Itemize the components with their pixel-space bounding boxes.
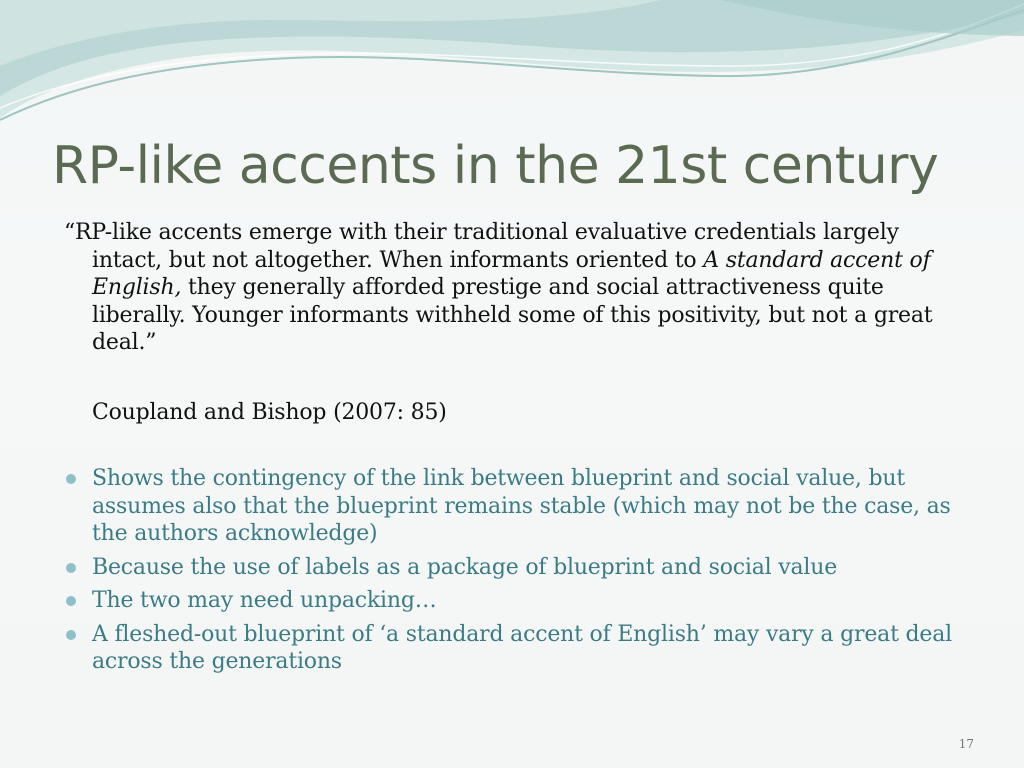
bullet-dot-icon — [66, 630, 76, 640]
bullet-text: A fleshed-out blueprint of ‘a standard accent of English’ may vary a great deal across the generations — [92, 621, 952, 674]
bullet-item — [64, 587, 969, 615]
quote-text — [64, 219, 969, 357]
bullet-text: Because the use of labels as a package of blueprint and social value — [92, 554, 838, 580]
page-number: 17 — [958, 737, 974, 751]
quote-italic: A standard accent of English, — [92, 247, 931, 300]
slide-title: RP-like accents in the 21st century — [52, 136, 939, 196]
quote-text-start: “RP-like accents emerge with their traditional evaluative credentials largely intact, but not altogether. When informants oriented to — [64, 220, 899, 273]
bullet-dot-icon — [66, 474, 76, 484]
header-wave-decoration — [0, 0, 1024, 130]
bullet-list — [64, 465, 969, 682]
bullet-text: The two may need unpacking… — [92, 588, 437, 613]
quote-block — [64, 219, 969, 426]
bullet-item — [64, 621, 969, 676]
bullet-item — [64, 465, 969, 548]
bullet-item — [64, 554, 969, 582]
bullet-dot-icon — [66, 596, 76, 606]
bullet-text: Shows the contingency of the link between blueprint and social value, but assumes also that the blueprint remains stable (which may not be the case, as the authors acknowledge) — [92, 466, 951, 546]
bullet-dot-icon — [66, 563, 76, 573]
quote-text-end: they generally afforded prestige and social attractiveness quite liberally. Younger informants withheld some of this positivity, but not a great deal.” — [92, 275, 933, 355]
quote-citation: Coupland and Bishop (2007: 85) — [92, 399, 447, 425]
